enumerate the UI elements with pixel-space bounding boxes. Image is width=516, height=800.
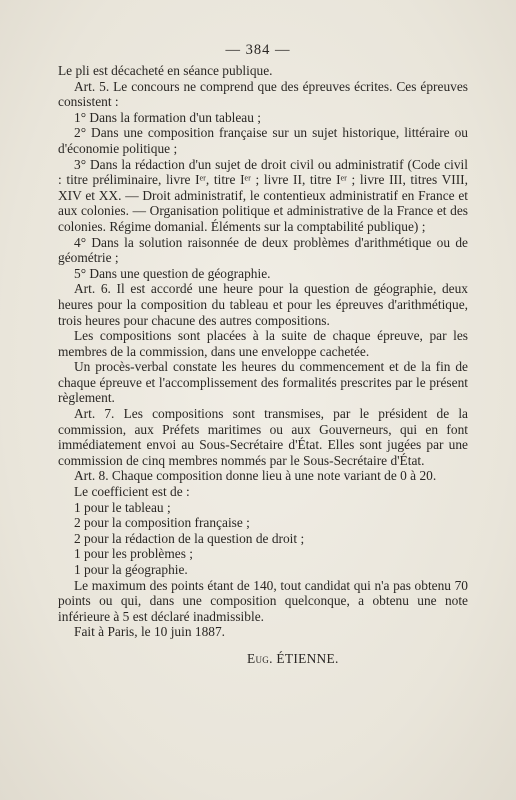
paragraph: Les compositions sont placées à la suite de chaque épreuve, par les membres de la commission, dans une enveloppe cachetée.: [58, 328, 468, 359]
paragraph: Un procès-verbal constate les heures du commencement et de la fin de chaque épreuve et l'accomplissement des formalités prescrites par le présent règlement.: [58, 359, 468, 406]
paragraph: Art. 5. Le concours ne comprend que des épreuves écrites. Ces épreuves consistent :: [58, 78, 468, 110]
signature: Eug. ÉTIENNE.: [247, 651, 339, 666]
coefficient-item: 1 pour les problèmes ;: [74, 546, 194, 562]
paragraph: Le pli est décacheté en séance publique.: [58, 63, 273, 78]
coefficient-item: 1 pour le tableau ;: [74, 499, 171, 515]
paragraph: Art. 6. Il est accordé une heure pour la question de géographie, deux heures pour la composition du tableau et pour les épreuves d'arithmétique, trois heures pour chacune des autres compositions.: [58, 281, 468, 328]
paragraph: Art. 7. Les compositions sont transmises, par le président de la commission, aux Préfets maritimes ou aux Gouverneurs, qui en font immédiatement envoi au Sous-Secrétaire d'État. Elles sont jugées par une commission de cinq membres nommés par le Sous-Secrétaire d'État.: [58, 406, 468, 468]
coefficient-item: 2 pour la composition française ;: [74, 515, 250, 531]
page-number: — 384 —: [225, 42, 291, 58]
paragraph: Le coefficient est de :: [74, 484, 190, 500]
closing-paragraph: Le maximum des points étant de 140, tout candidat qui n'a pas obtenu 70 points ou qui, dans une composition quelconque, a obtenu une note inférieure à 5 est déclaré inadmissible.: [58, 577, 468, 624]
list-item: 3° Dans la rédaction d'un sujet de droit civil ou administratif (Code civil : titre préliminaire, livre Iᵉʳ, titre Iᵉʳ ; livre II, titre Iᵉʳ ; livre III, titres VIII, XIV et XX. — Droit administratif, le contentieux administratif en France et aux colonies. — Organisation politique et administrative de la France et des colonies. Régime domanial. Éléments sur la comptabilité publique) ;: [58, 156, 468, 234]
coefficient-item: 2 pour la rédaction de la question de droit ;: [74, 530, 305, 546]
body-text: [58, 63, 468, 640]
place-date: Fait à Paris, le 10 juin 1887.: [74, 624, 226, 640]
list-item: 4° Dans la solution raisonnée de deux problèmes d'arithmétique ou de géométrie ;: [58, 234, 468, 266]
list-item: 5° Dans une question de géographie.: [74, 265, 271, 281]
list-item: 1° Dans la formation d'un tableau ;: [74, 109, 262, 125]
coefficient-item: 1 pour la géographie.: [74, 562, 188, 577]
list-item: 2° Dans une composition française sur un sujet historique, littéraire ou d'économie politique ;: [58, 125, 468, 156]
paragraph: Art. 8. Chaque composition donne lieu à une note variant de 0 à 20.: [74, 468, 437, 484]
